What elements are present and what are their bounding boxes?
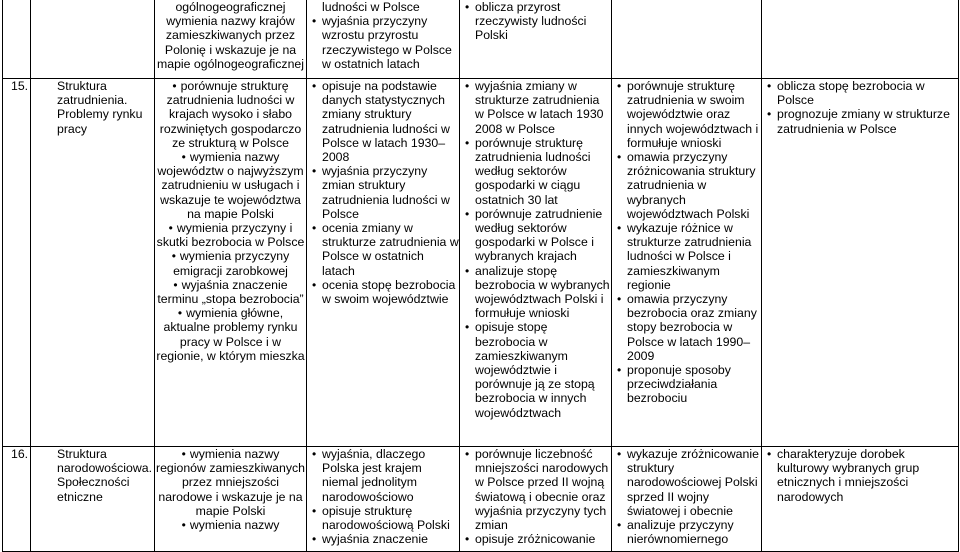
requirements-list bbox=[762, 447, 958, 504]
requirements-cell-col6 bbox=[762, 79, 959, 447]
requirement-item: • opisuje zróżnicowanie bbox=[460, 532, 611, 546]
requirements-cell-col2 bbox=[155, 447, 307, 552]
requirement-item: • wymienia nazwy bbox=[155, 518, 306, 532]
requirement-item: • wyjaśnia znaczenie bbox=[307, 532, 459, 546]
requirements-list bbox=[460, 447, 611, 546]
requirement-item: • porównuje strukturę zatrudnienia ludności w krajach wysoko i słabo rozwiniętych gospodarczo ze strukturą w Polsce bbox=[155, 79, 306, 150]
requirement-item: • opisuje strukturę narodowościową Polski bbox=[307, 504, 459, 532]
topic-line: Społeczności bbox=[57, 475, 130, 490]
lesson-number: 16. bbox=[3, 447, 31, 552]
requirements-cell-col4 bbox=[460, 79, 612, 447]
requirement-item: ogólnogeograficznej bbox=[175, 0, 286, 14]
lesson-number: 15. bbox=[3, 79, 31, 447]
requirement-item: • wykazuje zróżnicowanie struktury narodowościowej Polski sprzed II wojny światowej i obecnie bbox=[612, 447, 761, 518]
requirement-item: • wymienia nazwy województw o najwyższym zatrudnieniu w usługach i wskazuje te województwa na mapie Polski bbox=[155, 150, 306, 221]
requirements-list bbox=[762, 79, 958, 136]
topic-line: Struktura bbox=[57, 79, 107, 93]
topic-line: pracy bbox=[57, 121, 88, 136]
requirement-item: • prognozuje zmiany w strukturze zatrudnienia w Polsce bbox=[762, 107, 958, 135]
requirement-item: • wymienia nazwy regionów zamieszkiwanych przez mniejszości narodowe i wskazuje je na mapie Polski bbox=[155, 447, 306, 518]
requirement-item: • charakteryzuje dorobek kulturowy wybranych grup etnicznych i mniejszości narodowych bbox=[762, 447, 958, 504]
table-row bbox=[3, 447, 959, 552]
requirement-item: • porównuje zatrudnienie według sektorów gospodarki w Polsce i wybranych krajach bbox=[460, 207, 611, 264]
table-row bbox=[3, 79, 959, 447]
requirements-cell-col4 bbox=[460, 447, 612, 552]
requirements-cell-col3 bbox=[307, 79, 460, 447]
requirements-cell-col6 bbox=[762, 0, 959, 79]
requirements-cell-col6 bbox=[762, 447, 959, 552]
requirements-list bbox=[307, 447, 459, 546]
requirements-list bbox=[460, 0, 611, 43]
requirement-item: • wyjaśnia zmiany w strukturze zatrudnienia w Polsce w latach 1930 2008 w Polsce bbox=[460, 79, 611, 136]
table-body bbox=[3, 0, 959, 552]
requirement-item: • wykazuje różnice w strukturze zatrudnienia ludności w Polsce i zamieszkiwanym regionie bbox=[612, 221, 761, 292]
requirement-item: • wymienia główne, aktualne problemy rynku pracy w Polsce i w regionie, w którym mieszka bbox=[155, 306, 306, 363]
requirement-item: • porównuje strukturę zatrudnienia w swoim województwie oraz innych województwach i formułuje wnioski bbox=[612, 79, 761, 150]
requirement-item: ludności w Polsce bbox=[322, 0, 420, 14]
topic-line: narodowościowa. bbox=[57, 461, 153, 476]
topic-line: Problemy rynku bbox=[57, 107, 143, 122]
requirement-item: • omawia przyczyny zróżnicowania struktury zatrudnienia w wybranych województwach Polski bbox=[612, 150, 761, 221]
topic-line: Struktura bbox=[57, 447, 107, 461]
requirement-item: • wymienia przyczyny i skutki bezrobocia w Polsce bbox=[155, 221, 306, 249]
requirements-list bbox=[155, 447, 306, 532]
requirement-item: wymienia nazwy krajów zamieszkiwanych przez Polonię i wskazuje je na mapie ogólnogeograficznej bbox=[157, 14, 304, 71]
requirement-item: • omawia przyczyny bezrobocia oraz zmiany stopy bezrobocia w Polsce w latach 1990–2009 bbox=[612, 292, 761, 363]
requirement-item: • porównuje strukturę zatrudnienia ludności według sektorów gospodarki w ciągu ostatnich 30 lat bbox=[460, 136, 611, 207]
requirement-item: • opisuje stopę bezrobocia w zamieszkiwanym województwie i porównuje ją ze stopą bezrobocia w innych województwach bbox=[460, 320, 611, 419]
requirements-list bbox=[612, 79, 761, 406]
requirement-item: • wyjaśnia przyczyny zmian struktury zatrudnienia ludności w Polsce bbox=[307, 164, 459, 221]
lesson-topic bbox=[31, 79, 155, 447]
requirement-item: • proponuje sposoby przeciwdziałania bezrobociu bbox=[612, 363, 761, 406]
requirement-item: • analizuje przyczyny nierównomiernego bbox=[612, 518, 761, 546]
requirements-list bbox=[155, 79, 306, 363]
requirements-list bbox=[307, 0, 459, 71]
requirement-item: • ocenia zmiany w strukturze zatrudnienia w Polsce w ostatnich latach bbox=[307, 221, 459, 278]
requirement-item: • ocenia stopę bezrobocia w swoim województwie bbox=[307, 278, 459, 306]
topic-line: zatrudnienia. bbox=[57, 93, 128, 108]
requirement-item: • opisuje na podstawie danych statystycznych zmiany struktury zatrudnienia ludności w Polsce w latach 1930–2008 bbox=[307, 79, 459, 164]
requirement-item: • analizuje stopę bezrobocia w wybranych województwach Polski i formułuje wnioski bbox=[460, 264, 611, 321]
requirement-item: • oblicza przyrost rzeczywisty ludności Polski bbox=[460, 0, 611, 43]
lesson-number bbox=[3, 0, 31, 79]
requirement-item: • wyjaśnia znaczenie terminu „stopa bezrobocia” bbox=[155, 278, 306, 306]
requirements-list bbox=[612, 447, 761, 546]
requirement-item: • wyjaśnia, dlaczego Polska jest krajem niemal jednolitym narodowościowo bbox=[307, 447, 459, 504]
requirements-cell-col5 bbox=[612, 0, 762, 79]
requirements-cell-col2 bbox=[155, 79, 307, 447]
table-row bbox=[3, 0, 959, 79]
requirement-item: • oblicza stopę bezrobocia w Polsce bbox=[762, 79, 958, 107]
lesson-topic bbox=[31, 447, 155, 552]
curriculum-table bbox=[2, 0, 959, 552]
requirements-cell-col4 bbox=[460, 0, 612, 79]
requirements-list bbox=[155, 0, 306, 71]
requirements-list bbox=[460, 79, 611, 420]
requirement-item: • porównuje liczebność mniejszości narodowych w Polsce przed II wojną światową i obecnie oraz wyjaśnia przyczyny tych zmian bbox=[460, 447, 611, 532]
requirements-list bbox=[307, 79, 459, 306]
requirements-cell-col3 bbox=[307, 447, 460, 552]
requirements-cell-col5 bbox=[612, 447, 762, 552]
lesson-topic bbox=[31, 0, 155, 79]
topic-line: etniczne bbox=[57, 489, 103, 504]
requirements-cell-col5 bbox=[612, 79, 762, 447]
requirement-item: • wyjaśnia przyczyny wzrostu przyrostu rzeczywistego w Polsce w ostatnich latach bbox=[307, 14, 459, 71]
requirement-item: • wymienia przyczyny emigracji zarobkowej bbox=[155, 249, 306, 277]
requirements-cell-col3 bbox=[307, 0, 460, 79]
requirements-cell-col2 bbox=[155, 0, 307, 79]
